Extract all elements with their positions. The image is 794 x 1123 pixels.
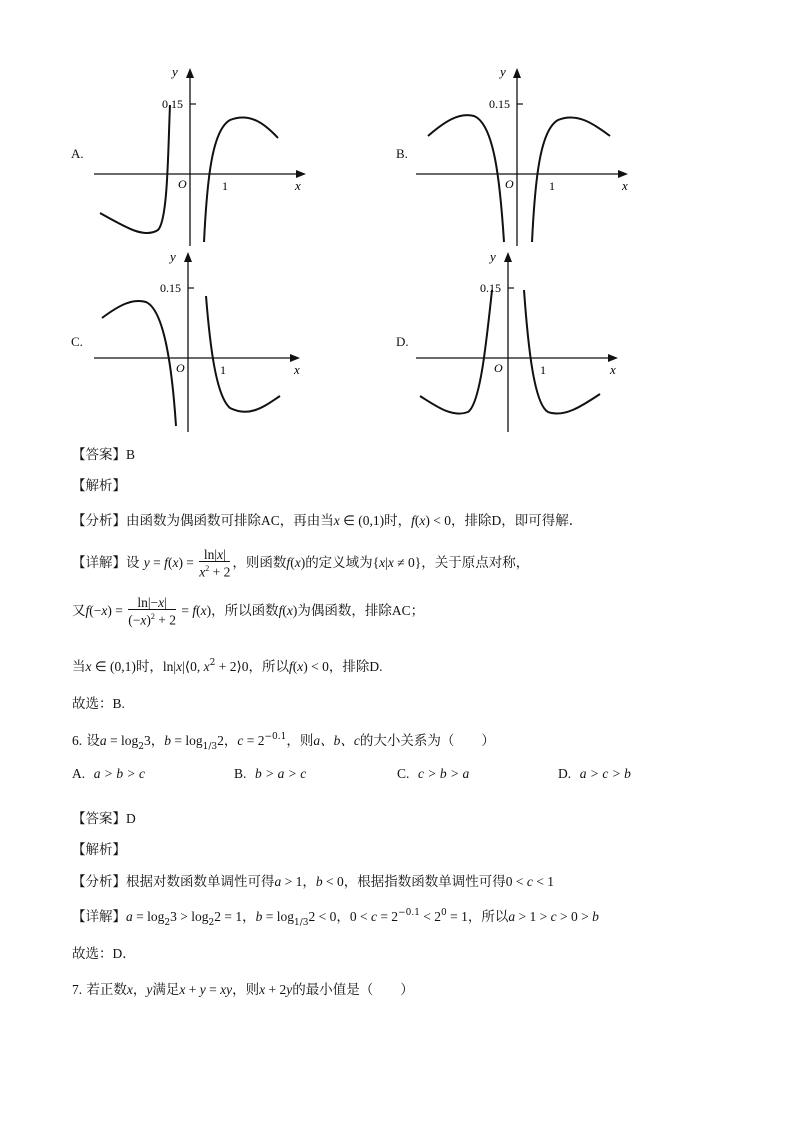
x-axis-arrow [618,170,628,178]
origin-label: O [178,177,187,191]
curve-right [524,290,600,414]
y-axis-label: y [490,249,496,264]
choice-c[interactable]: C. c > b > a [397,766,470,781]
tick-y-label: 0.15 [489,97,510,111]
option-a-label: A. [71,146,84,161]
choice-a[interactable]: A. a > b > c [72,766,145,781]
y-axis-label: y [172,64,178,79]
graph-b [414,60,644,250]
guxuan-line-q5: 故选：B. [72,696,125,712]
choice-d[interactable]: D. a > c > b [558,766,631,781]
tick-x-label: 1 [549,179,555,193]
fenxi-line-q6: 【分析】根据对数函数单调性可得a > 1，b < 0，根据指数函数单调性可得0 < c < 1 [72,874,554,890]
analysis-tag-q5: 【解析】 [72,478,126,494]
curve-left [100,105,170,233]
curve-left [102,301,176,426]
curve-left [420,290,492,414]
option-c-label: C. [71,334,83,349]
x-axis-arrow [608,354,618,362]
analysis-tag-q6: 【解析】 [72,842,126,858]
y-axis-arrow [504,252,512,262]
graph-c [90,246,320,438]
curve-right [532,117,610,242]
x-axis-label: x [610,362,616,377]
x-axis-label: x [295,178,301,193]
answer-line-q5 [72,443,135,463]
tick-x-label: 1 [220,363,226,377]
answer-line-q6: 【答案】D [72,811,136,827]
tick-y-label: 0.15 [162,97,183,111]
fenxi-tag: 【分析】 [72,513,126,529]
graph-a [90,60,320,250]
tick-x-label: 1 [222,179,228,193]
origin-label: O [176,361,185,375]
option-b-label: B. [396,146,408,161]
y-axis-arrow [513,68,521,78]
y-axis-arrow [186,68,194,78]
guxuan-line-q6: 故选：D． [72,946,136,962]
y-axis-arrow [184,252,192,262]
curve-right [204,117,278,242]
x-axis-arrow [290,354,300,362]
fraction: $\frac{\ln|-x|}{(-x)^2 + 2}$ [128,595,176,628]
graph-d [414,246,644,438]
xiangjie-line-q5: 【详解】设 y = f(x) = $\frac{\ln|x|}{x^2 + 2}$ ，则函数f(x)的定义域为{x|x ≠ 0}，关于原点对称， [72,547,530,580]
curve-right [206,296,280,412]
origin-label: O [505,177,514,191]
x-axis-label: x [294,362,300,377]
answer-tag: 【答案】 [72,447,126,463]
fraction: $\frac{\ln|x|}{x^2 + 2}$ [199,547,231,580]
choice-b[interactable]: B. b > a > c [234,766,307,781]
x-axis-arrow [296,170,306,178]
you-line-q5: 又f(−x) = $\frac{\ln|-x|}{(-x)^2 + 2}$ = f(x)，所以函数f(x)为偶函数，排除AC； [72,595,425,628]
tick-y-label: 0.15 [480,281,501,295]
dang-line-q5: 当x ∈ (0,1)时，ln|x|⟨0, $x^2$ + 2⟩0，所以f(x) < 0，排除D. [72,658,383,675]
question-6-stem: 6. 设$a = \log_23$，$b = \log_{1/3}2$，$c = 2^{-0.1}$，则a、b、c的大小关系为（ ） [72,732,495,752]
question-7-stem: 7. 若正数x，y满足x + y = xy，则x + 2y的最小值是（ ） [72,982,414,998]
y-axis-label: y [170,249,176,264]
option-d-label: D. [396,334,409,349]
answer-value: B [126,447,136,462]
origin-label: O [494,361,503,375]
y-axis-label: y [500,64,506,79]
xiangjie-line-q6: 【详解】$a = \log_23 > \log_22 = 1$，$b = \log_{1/3}2 < 0$，$0 < c = 2^{-0.1} < 2^0 = 1$，所以a > 1 > c > 0 > b [72,908,599,928]
tick-y-label: 0.15 [160,281,181,295]
curve-left [428,115,504,242]
x-axis-label: x [622,178,628,193]
tick-x-label: 1 [540,363,546,377]
fenxi-line-q5: 【分析】由函数为偶函数可排除AC，再由当x ∈ (0,1)时，f(x) < 0，排除D，即可得解. [72,513,574,529]
xiangjie-tag: 【详解】 [72,554,126,571]
